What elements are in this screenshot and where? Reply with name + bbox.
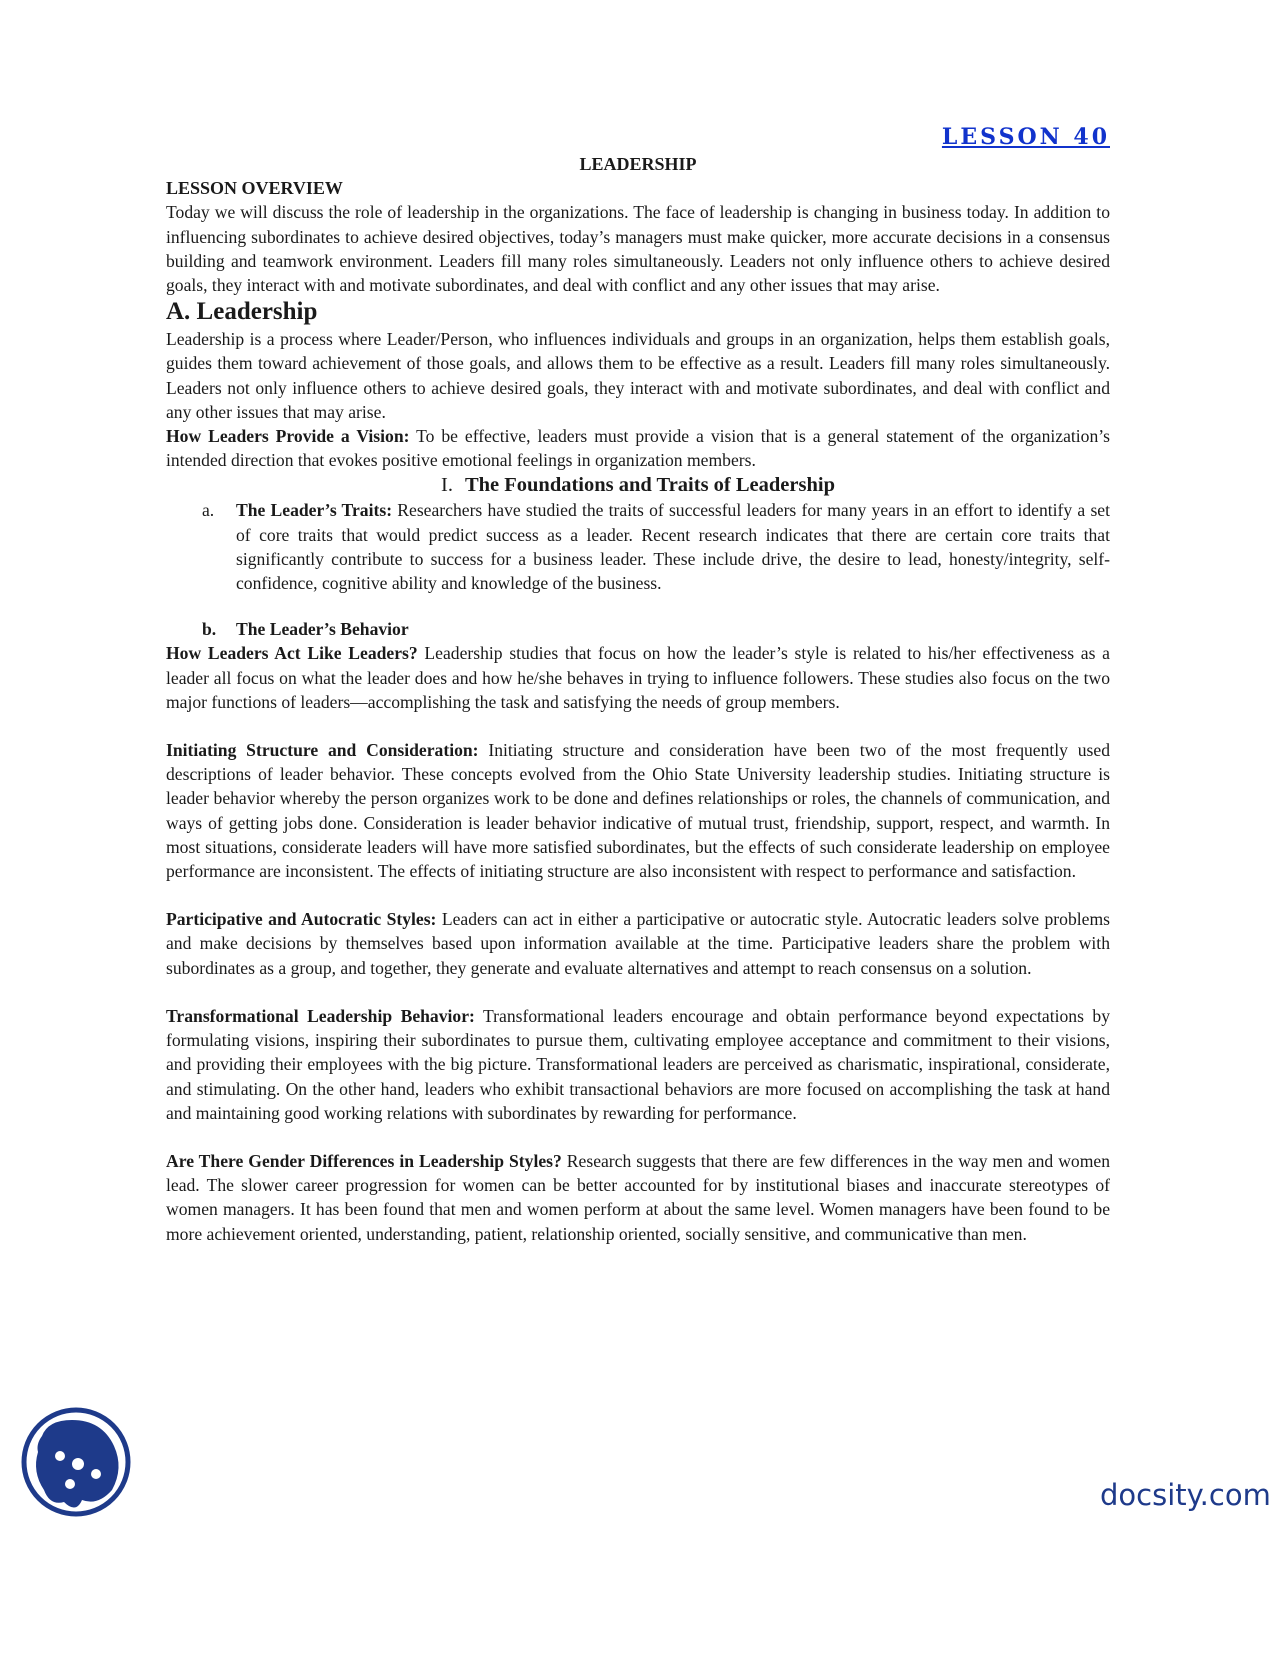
- section-a-heading: A. Leadership: [166, 298, 318, 326]
- transformational-text: Transformational leaders encourage and obtain performance beyond expectations by formulating visions, inspiring their subordinates to pursue them, cultivating employee acceptance and commitment to their visions, and providing their employees with the big picture. Transformational leaders are perceived as charismatic, inspirational, considerate, and stimulating. On the other hand, leaders who exhibit transactional behaviors are more focused on accomplishing the task at hand and maintaining good working relations with subordinates by rewarding for performance.: [166, 1005, 1110, 1123]
- section-i-title: The Foundations and Traits of Leadership: [464, 474, 835, 497]
- traits-label: The Leader’s Traits:: [236, 500, 393, 521]
- initiating-text: Initiating structure and consideration have been two of the most frequently used descriptions of leader behavior. These concepts evolved from the Ohio State University leadership studies. Initiating structure is leader behavior whereby the person organizes work to be done and defines relationships or roles, the channels of communication, and ways of getting jobs done. Consideration is leader behavior indicative of mutual trust, friendship, support, respect, and warmth. In most situations, considerate leaders will have more satisfied subordinates, but the effects of such considerate leadership on employee performance are inconsistent. The effects of initiating structure are also inconsistent with respect to performance and satisfaction.: [166, 740, 1111, 882]
- overview-heading: LESSON OVERVIEW: [166, 178, 343, 199]
- traits-marker: a.: [202, 500, 215, 521]
- behavior-heading: The Leader’s Behavior: [236, 619, 409, 640]
- section-a-paragraph: Leadership is a process where Leader/Person, who influences individuals and groups in an organization, helps them establish goals, guides them toward achievement of those goals, and allows them to be effective as a result. Leaders fill many roles simultaneously. Leaders not only influence others to achieve desired goals, they interact with and motivate subordinates, and deal with conflict and any other issues that may arise.: [166, 329, 1110, 422]
- act-text: Leadership studies that focus on how the leader’s style is related to his/her effectiveness as a leader all focus on what the leader does and how he/she behaves in trying to influence followers. These studies also focus on the two major functions of leaders—accomplishing the task and satisfying the needs of group members.: [166, 643, 1110, 712]
- participative-paragraph: [166, 907, 1110, 980]
- participative-label: Participative and Autocratic Styles:: [166, 909, 437, 930]
- section-i-number: I.: [441, 474, 453, 497]
- lesson-number-label: LESSON 40: [941, 124, 1110, 150]
- behavior-marker: b.: [202, 619, 217, 640]
- vision-label: How Leaders Provide a Vision:: [166, 426, 410, 447]
- docsity-brand-link[interactable]: docsity.com: [1100, 1478, 1271, 1512]
- traits-list-item: [166, 498, 1110, 595]
- initiating-paragraph: [166, 738, 1110, 883]
- overview-paragraph: Today we will discuss the role of leadership in the organizations. The face of leadership is changing in business today. In addition to influencing subordinates to achieve desired objectives, today’s managers must make quicker, more accurate decisions in a consensus building and teamwork environment. Leaders fill many roles simultaneously. Leaders not only influence others to achieve desired goals, they interact with and motivate subordinates, and deal with conflict and any other issues that may arise.: [166, 202, 1110, 296]
- document-body: [166, 152, 1110, 1246]
- vision-text: To be effective, leaders must provide a vision that is a general statement of the organization’s intended direction that evokes positive emotional feelings in organization members.: [166, 426, 1110, 471]
- initiating-label: Initiating Structure and Consideration:: [166, 740, 479, 761]
- section-i-heading: [166, 472, 1110, 498]
- transformational-label: Transformational Leadership Behavior:: [166, 1005, 475, 1026]
- gender-text: Research suggests that there are few differences in the way men and women lead. The slower career progression for women can be better accounted for by institutional biases and inaccurate stereotypes of women managers. It has been found that men and women perform at about the same level. Women managers have been found to be more achievement oriented, understanding, patient, relationship oriented, socially sensitive, and communicative than men.: [166, 1150, 1110, 1244]
- traits-text: Researchers have studied the traits of successful leaders for many years in an effort to identify a set of core traits that would predict success as a leader. Recent research indicates that there are certain core traits that significantly contribute to success for a business leader. These include drive, the desire to lead, honesty/integrity, self-confidence, cognitive ability and knowledge of the business.: [236, 500, 1110, 594]
- page-title: LEADERSHIP: [579, 154, 697, 174]
- act-label: How Leaders Act Like Leaders?: [166, 643, 418, 664]
- act-paragraph: [166, 641, 1110, 714]
- vision-paragraph: [166, 424, 1110, 472]
- participative-text: Leaders can act in either a participative or autocratic style. Autocratic leaders solve problems and make decisions by themselves based upon information available at the time. Participative leaders share the problem with subordinates as a group, and together, they generate and evaluate alternatives and attempt to reach consensus on a solution.: [166, 909, 1110, 978]
- gender-paragraph: [166, 1149, 1110, 1246]
- behavior-list-item: [166, 617, 1110, 641]
- docsity-logo-icon[interactable]: [20, 1406, 132, 1518]
- transformational-paragraph: [166, 1004, 1110, 1125]
- gender-label: Are There Gender Differences in Leadership Styles?: [166, 1150, 562, 1171]
